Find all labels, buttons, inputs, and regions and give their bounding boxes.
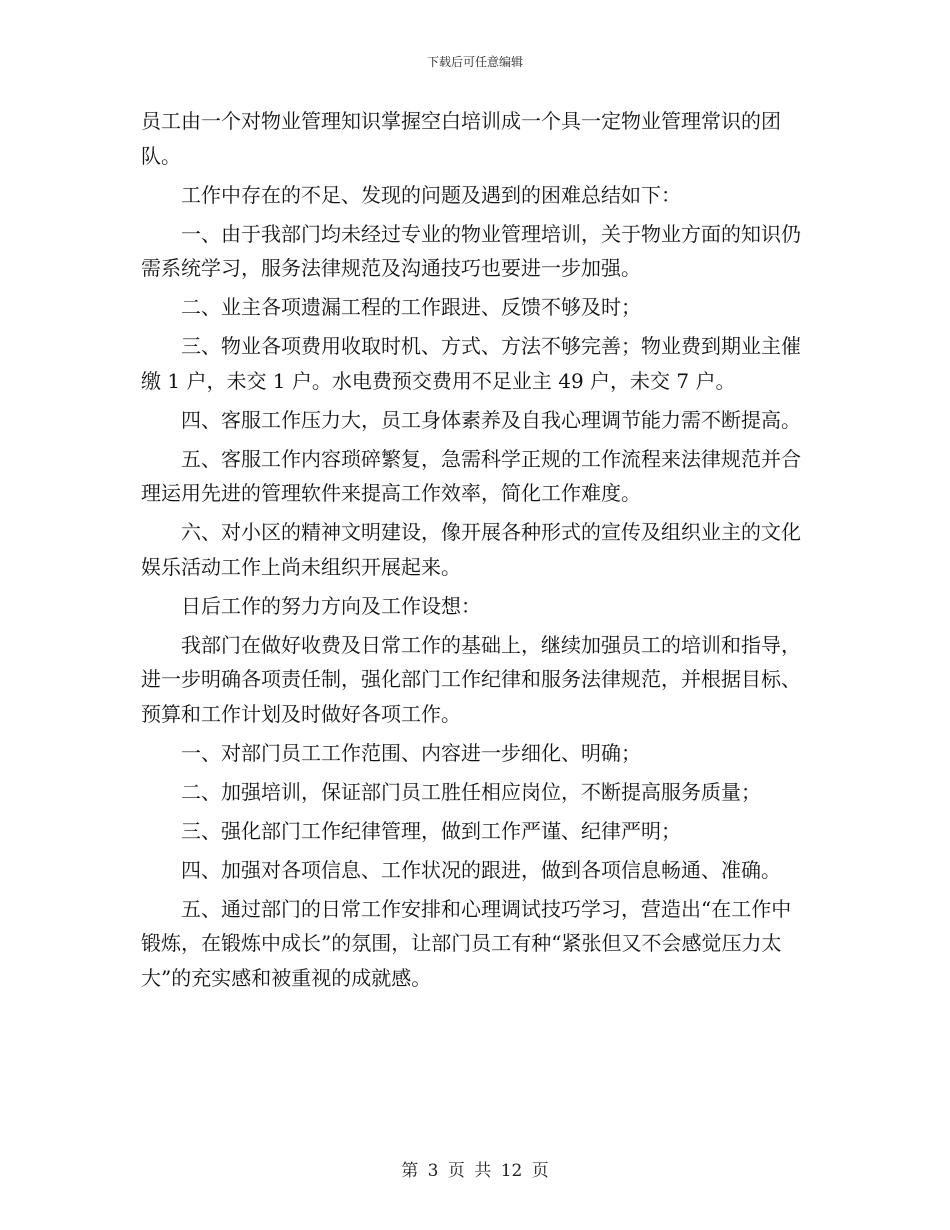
paragraph-10: 我部门在做好收费及日常工作的基础上，继续加强员工的培训和指导，进一步明确各项责任制，强化部门工作纪律和服务法律规范，并根据目标、预算和工作计划及时做好各项工作。 bbox=[141, 632, 801, 726]
page-header: 下载后可任意编辑 bbox=[426, 55, 523, 69]
paragraph-6: 四、客服工作压力大，员工身体素养及自我心理调节能力需不断提高。 bbox=[181, 407, 801, 432]
paragraph-5: 三、物业各项费用收取时机、方式、方法不够完善；物业费到期业主催缴 1 户，未交 1 户。水电费预交费用不足业主 49 户，未交 7 户。 bbox=[141, 334, 801, 393]
paragraph-1: 员工由一个对物业管理知识掌握空白培训成一个具一定物业管理常识的团队。 bbox=[141, 109, 781, 168]
paragraph-8: 六、对小区的精神文明建设，像开展各种形式的宣传及组织业主的文化娱乐活动工作上尚未组织开展起来。 bbox=[141, 520, 801, 579]
paragraph-7: 五、客服工作内容琐碎繁复，急需科学正规的工作流程来法律规范并合理运用先进的管理软件来提高工作效率，简化工作难度。 bbox=[141, 446, 801, 505]
paragraph-15: 五、通过部门的日常工作安排和心理调试技巧学习，营造出“在工作中锻炼，在锻炼中成长”的氛围，让部门员工有种“紧张但又不会感觉压力太大”的充实感和被重视的成就感。 bbox=[141, 896, 792, 990]
paragraph-11: 一、对部门员工工作范围、内容进一步细化、明确； bbox=[181, 740, 641, 765]
paragraph-4: 二、业主各项遗漏工程的工作跟进、反馈不够及时； bbox=[181, 295, 641, 319]
document-body bbox=[141, 104, 811, 1000]
paragraph-3: 一、由于我部门均未经过专业的物业管理培训，关于物业方面的知识仍需系统学习，服务法律规范及沟通技巧也要进一步加强。 bbox=[141, 221, 801, 280]
paragraph-9: 日后工作的努力方向及工作设想： bbox=[181, 593, 481, 618]
paragraph-14: 四、加强对各项信息、工作状况的跟进，做到各项信息畅通、准确。 bbox=[181, 857, 781, 882]
page-number: 第 3 页 共 12 页 bbox=[401, 1161, 549, 1181]
paragraph-12: 二、加强培训，保证部门员工胜任相应岗位，不断提高服务质量； bbox=[181, 779, 761, 804]
paragraph-13: 三、强化部门工作纪律管理，做到工作严谨、纪律严明； bbox=[181, 818, 681, 843]
paragraph-2: 工作中存在的不足、发现的问题及遇到的困难总结如下： bbox=[181, 182, 681, 207]
